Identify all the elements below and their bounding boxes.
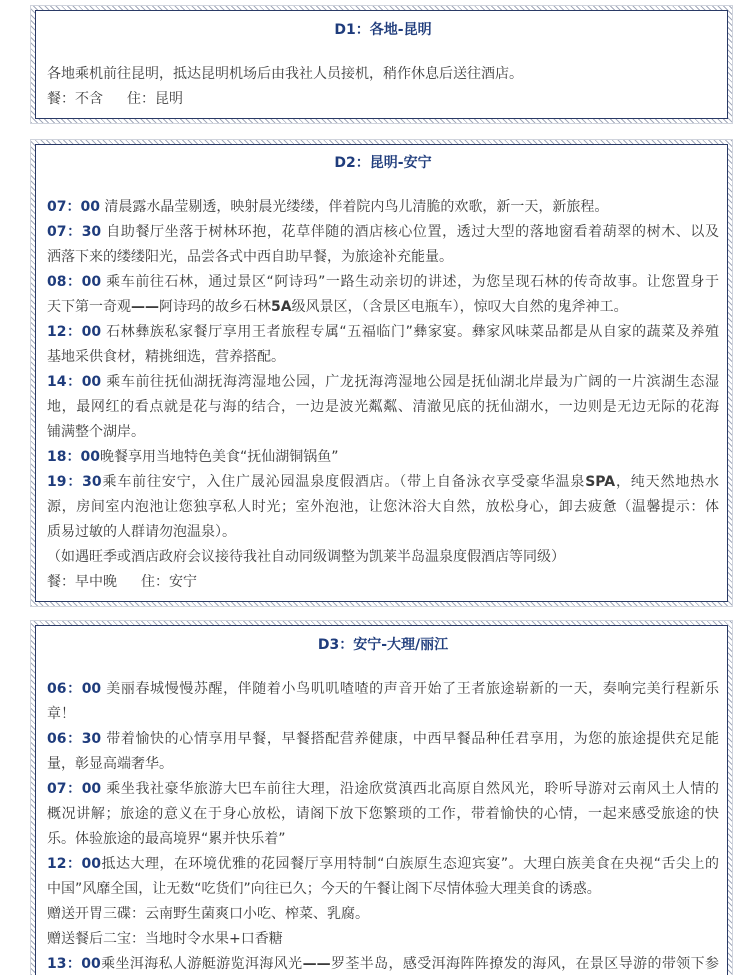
accommodation-info: 住：昆明 [127,90,183,107]
entry-line [47,902,719,927]
entry-text: 乘坐洱海私人游艇游览洱海风光 [100,955,303,972]
entry-line [47,295,719,320]
entry-line [47,395,719,420]
meals-info: 餐：早中晚 [47,574,117,590]
entry-text: 章！ [47,705,75,722]
entry-text: 赠送餐后二宝：当地时令水果+口香糖 [47,930,283,947]
entry-text: 中国”风靡全国，让无数“吃货们”向往已久；今天的午餐让阁下尽情体验大理美食的诱惑。 [47,880,601,897]
entry-text: 赠送开胃三碟：云南野生菌爽口小吃、榨菜、乳腐。 [47,905,369,922]
entry-line [47,752,719,777]
day-card-d1 [30,5,733,124]
itinerary-entry [47,777,719,852]
entry-time: 07：00 [47,199,100,215]
entry-text: 石林彝族私家餐厅享用王者旅程专属“五福临门”彝家宴。彝家风味菜品都是从自家的蔬菜及养殖 [101,324,719,340]
entry-text: 带着愉快的心情享用早餐，早餐搭配营养健康，中西早餐品种任君享用，为您的旅途提供充足能 [101,730,720,747]
entry-line [47,495,719,520]
entry-text: 铺满整个湖岸。 [47,424,145,440]
day-title: D1：各地-昆明 [334,21,432,38]
itinerary-entry [47,320,719,370]
itinerary-entry [47,677,719,727]
entry-line [47,877,719,902]
entry-line [47,727,719,752]
entry-text: 美丽春城慢慢苏醒，伴随着小鸟叽叽喳喳的声音开始了王者旅途崭新的一天，奏响完美行程新乐 [101,680,720,697]
entry-line [47,420,719,445]
day-title: D3：安宁-大理/丽江 [317,636,449,653]
itinerary-entry [47,852,719,902]
entry-text: 罗荃半岛，感受洱海阵阵撩发的海风，在景区导游的带领下参 [330,955,719,972]
entry-text-bold: SPA [585,474,616,490]
entry-line [47,852,719,877]
entry-time: 06：00 [47,680,102,697]
entry-time: 07：30 [47,224,102,240]
entry-time: 18：00 [47,449,100,465]
entry-text: 乘车前往抚仙湖抚海湾湿地公园，广龙抚海湾湿地公园是抚仙湖北岸最为广阔的一片滨湖生态湿 [101,374,720,390]
entry-text: 晚餐享用当地特色美食“抚仙湖铜锅鱼” [99,449,339,465]
itinerary-entry [47,727,719,777]
entry-text: 阿诗玛的故乡石林 [159,299,271,315]
day-card-body [35,144,728,603]
entry-line [47,545,719,570]
entry-line [47,445,719,470]
itinerary-entry [47,952,719,974]
entry-time: 12：00 [47,855,101,872]
entry-line [47,345,719,370]
entry-line [47,470,719,495]
entry-line [47,320,719,345]
entry-line [47,677,719,702]
entry-text-bold: —— [131,299,159,315]
entry-text: 地，最网红的看点就是花与海的结合，一边是波光粼粼、清澈见底的抚仙湖水，一边则是无边无际的花海 [47,399,719,415]
itinerary-entry [47,62,719,87]
accommodation-info: 住：安宁 [141,574,197,590]
day-card-d3 [30,620,733,975]
meal-stay-line [47,87,719,112]
day-card-body [35,10,728,119]
entry-text: 基地采供食材，精挑细选，营养搭配。 [47,349,285,365]
entry-line [47,927,719,952]
itinerary-entry [47,545,719,570]
entry-text: 洒落下来的缕缕阳光，品尝各式中西自助早餐，为旅途补充能量。 [47,249,453,265]
meals-info: 餐：不含 [47,90,103,107]
entry-text: 质易过敏的人群请勿泡温泉）。 [47,524,236,540]
entry-text: 清晨露水晶莹剔透，映射晨光缕缕，伴着院内鸟儿清脆的欢歌，新一天，新旅程。 [99,199,609,215]
entry-line [47,952,719,974]
entry-text: 乘车前往安宁，入住广晟沁园温泉度假酒店。（带上自备泳衣享受豪华温泉 [101,474,586,490]
entry-time: 13：00 [47,955,101,972]
entry-text: 自助餐厅坐落于树林环抱，花草伴随的酒店核心位置，透过大型的落地窗看着葫翠的树木、以及 [101,224,720,240]
entry-time: 14：00 [47,374,102,390]
itinerary-entry [47,220,719,270]
entry-text: 量，彰显高端奢华。 [47,755,173,772]
entry-text: 源，房间室内泡池让您独享私人时光；室外泡池，让您沐浴大自然，放松身心，卸去疲惫（温馨提示：体 [47,499,719,515]
day-card-body [35,625,728,975]
itinerary-entry [47,927,719,952]
entry-time: 19：30 [47,474,102,490]
entry-text: 乘车前往石林，通过景区“阿诗玛”一路生动亲切的讲述，为您呈现石林的传奇故事。让您置身于 [101,274,719,290]
entry-line [47,245,719,270]
entry-time: 07：00 [47,780,102,797]
entry-text: 乘坐我社豪华旅游大巴车前往大理，沿途欣赏滇西北高原自然风光，聆听导游对云南风土人情的 [101,780,720,797]
entry-text-bold: 5A [271,299,292,315]
entry-line [47,802,719,827]
entry-text: （如遇旺季或酒店政府会议接待我社自动同级调整为凯莱半岛温泉度假酒店等同级） [47,549,565,565]
meal-stay-line [47,570,719,595]
entry-line [47,702,719,727]
entry-text: 各地乘机前往昆明，抵达昆明机场后由我社人员接机，稍作休息后送往酒店。 [47,65,523,82]
entry-time: 12：00 [47,324,102,340]
itinerary-entry [47,902,719,927]
entry-text: 乐。体验旅途的最高境界“累并快乐着” [47,830,286,847]
entry-line [47,370,719,395]
entry-line [47,62,719,87]
entry-line [47,520,719,545]
itinerary-entry [47,195,719,220]
itinerary-entry [47,470,719,545]
entry-text: 天下第一奇观 [47,299,131,315]
day-title: D2：昆明-安宁 [334,155,432,171]
entry-time: 08：00 [47,274,102,290]
entry-text: 抵达大理，在环境优雅的花园餐厅享用特制“白族原生态迎宾宴”。大理白族美食在央视“舌尖上的 [100,855,719,872]
entry-time: 06：30 [47,730,102,747]
entry-text-bold: —— [302,955,331,972]
entry-text: 级风景区，（含景区电瓶车），惊叹大自然的鬼斧神工。 [291,299,628,315]
day-card-d2 [30,139,733,608]
itinerary-entry [47,370,719,445]
entry-line [47,220,719,245]
entry-line [47,195,719,220]
itinerary-entry [47,445,719,470]
itinerary-entry [47,270,719,320]
entry-text: ，纯天然地热水 [615,474,720,490]
entry-line [47,270,719,295]
entry-line [47,827,719,852]
entry-line [47,777,719,802]
entry-text: 概况讲解；旅途的意义在于身心放松，请阁下放下您繁琐的工作，带着愉快的心情，一起来感受旅途的快 [47,805,719,822]
